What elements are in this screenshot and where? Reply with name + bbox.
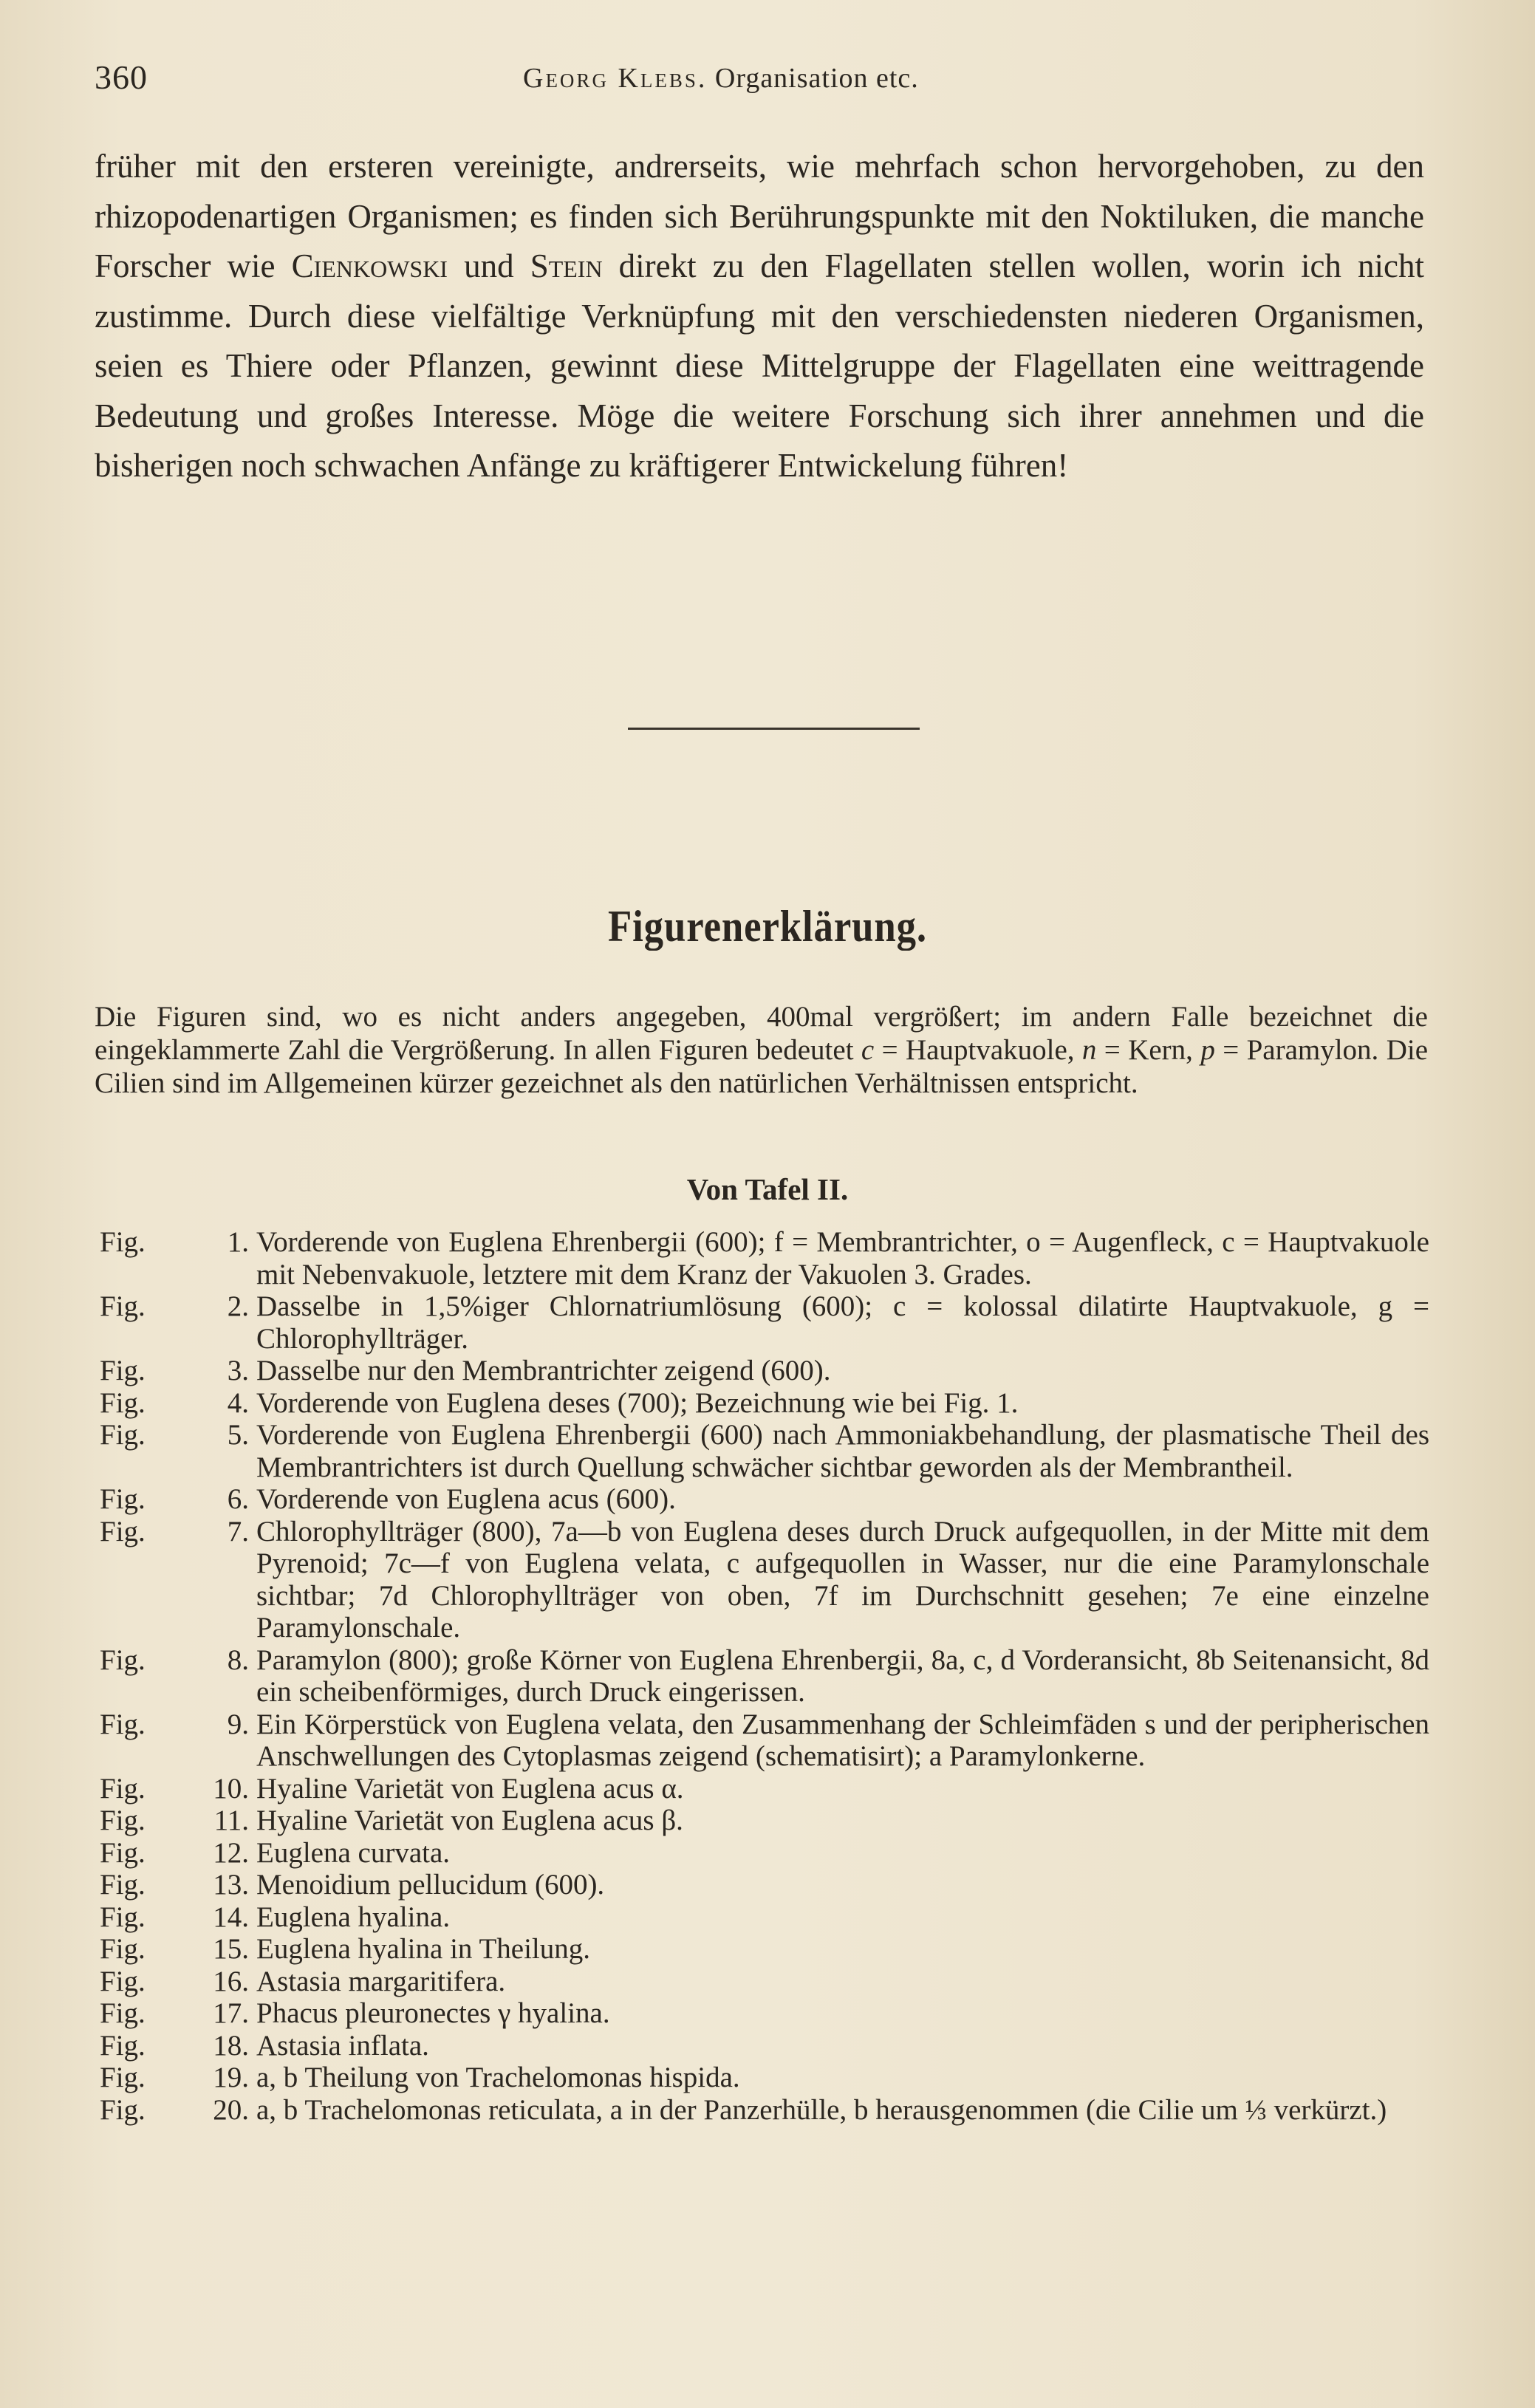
symbol-c: c bbox=[861, 1034, 875, 1066]
figure-label bbox=[100, 1644, 256, 1677]
figure-abbrev: Fig. bbox=[100, 1483, 146, 1515]
figure-abbrev: Fig. bbox=[100, 2093, 146, 2126]
figure-entry bbox=[100, 2062, 1429, 2094]
figure-description: Hyaline Varietät von Euglena acus α. bbox=[256, 1772, 684, 1805]
running-author: Georg Klebs. bbox=[523, 63, 708, 94]
figure-entry bbox=[100, 1226, 1429, 1290]
figure-description: Euglena hyalina in Theilung. bbox=[256, 1933, 591, 1965]
author-name-cienkowski: Cienkowski bbox=[291, 247, 448, 284]
text-run: = Paramylon. Die Cilien sind im Allgemeinen kürzer gezeichnet als den natürlichen Verhältnissen entspricht. bbox=[95, 1034, 1429, 1099]
figure-abbrev: Fig. bbox=[100, 1419, 146, 1451]
figure-label bbox=[100, 1516, 256, 1548]
figure-description: Vorderende von Euglena acus (600). bbox=[256, 1483, 676, 1515]
figure-number: 8. bbox=[227, 1643, 249, 1676]
plate-heading: Von Tafel II. bbox=[686, 1172, 849, 1206]
figure-abbrev: Fig. bbox=[100, 1386, 146, 1419]
figure-label bbox=[100, 1997, 256, 2030]
figure-abbrev: Fig. bbox=[100, 2029, 146, 2062]
figure-entry bbox=[100, 1290, 1429, 1355]
figure-abbrev: Fig. bbox=[100, 1708, 146, 1740]
figure-label bbox=[100, 1837, 256, 1870]
paragraph bbox=[95, 142, 1424, 491]
figure-entry bbox=[100, 1901, 1429, 1934]
figure-entry bbox=[100, 1966, 1429, 1998]
figure-label bbox=[100, 1869, 256, 1901]
figure-entry bbox=[100, 1644, 1429, 1708]
section-divider bbox=[628, 728, 920, 730]
figure-description: Vorderende von Euglena deses (700); Bezeichnung wie bei Fig. 1. bbox=[256, 1386, 1019, 1419]
running-subject: Organisation etc. bbox=[714, 63, 919, 94]
figure-entry bbox=[100, 1933, 1429, 1966]
figure-description: Menoidium pellucidum (600). bbox=[256, 1869, 605, 1901]
figure-entry bbox=[100, 1869, 1429, 1901]
figure-number: 10. bbox=[213, 1772, 249, 1805]
figure-number: 11. bbox=[213, 1805, 249, 1836]
figure-label bbox=[100, 1419, 256, 1451]
figure-number: 3. bbox=[227, 1355, 249, 1386]
figure-explanation-intro bbox=[95, 1000, 1428, 1100]
figure-entry bbox=[100, 1837, 1429, 1870]
figure-number: 14. bbox=[213, 1901, 249, 1933]
figure-abbrev: Fig. bbox=[100, 1805, 146, 1836]
figure-label bbox=[100, 1355, 256, 1387]
figure-label bbox=[100, 1483, 256, 1516]
figure-number: 1. bbox=[227, 1226, 249, 1258]
figure-label bbox=[100, 1226, 256, 1259]
figure-entry bbox=[100, 1419, 1429, 1483]
figure-number: 20. bbox=[213, 2093, 249, 2126]
symbol-n: n bbox=[1081, 1034, 1097, 1066]
closing-paragraph bbox=[95, 142, 1424, 491]
symbol-p: p bbox=[1200, 1034, 1215, 1066]
figure-number: 13. bbox=[213, 1869, 249, 1901]
figure-description: Euglena curvata. bbox=[256, 1836, 451, 1869]
figure-label bbox=[100, 2030, 256, 2062]
author-name-stein: Stein bbox=[530, 247, 603, 284]
text-run: = Hauptvakuole, bbox=[874, 1034, 1082, 1066]
figure-label bbox=[100, 2062, 256, 2094]
figure-number: 18. bbox=[213, 2029, 249, 2062]
figure-abbrev: Fig. bbox=[100, 1901, 146, 1933]
figure-label bbox=[100, 1773, 256, 1805]
text-run: direkt zu den Flagellaten stellen wollen, worin ich nicht zustimme. Durch diese vielfältige Verknüpfung mit den verschiedensten niederen Organismen, seien es Thiere oder Pflanzen, gewinnt diese Mittelgruppe der Flagellaten eine weittragende Bedeutung und großes Interesse. Möge die weitere Forschung sich ihrer annehmen und die bisherigen noch schwachen Anfänge zu kräftigerer Entwickelung führen! bbox=[95, 247, 1424, 484]
figure-label bbox=[100, 1805, 256, 1837]
figure-description: a, b Trachelomonas reticulata, a in der Panzerhülle, b herausgenommen (die Cilie um ⅓ verkürzt.) bbox=[256, 2093, 1387, 2126]
figure-abbrev: Fig. bbox=[100, 1515, 146, 1547]
figure-description: Euglena hyalina. bbox=[256, 1901, 451, 1933]
figure-label bbox=[100, 1387, 256, 1420]
figure-entry bbox=[100, 1997, 1429, 2030]
figure-description: Phacus pleuronectes γ hyalina. bbox=[256, 1997, 610, 2029]
figure-label bbox=[100, 1966, 256, 1998]
text-run: und bbox=[447, 247, 530, 284]
figure-description: Ein Körperstück von Euglena velata, den Zusammenhang der Schleimfäden s und der peripherischen Anschwellungen des Cytoplasmas zeigend (schematisirt); a Paramylonkerne. bbox=[256, 1708, 1429, 1772]
figure-number: 4. bbox=[227, 1386, 249, 1419]
figure-entry bbox=[100, 1387, 1429, 1420]
figure-description: Vorderende von Euglena Ehrenbergii (600) nach Ammoniakbehandlung, der plasmatische Theil des Membrantrichters ist durch Quellung schwächer sichtbar geworden als der Membrantheil. bbox=[256, 1419, 1429, 1483]
figure-number: 12. bbox=[213, 1836, 249, 1869]
figure-abbrev: Fig. bbox=[100, 1355, 146, 1386]
figure-label bbox=[100, 1933, 256, 1966]
figure-entry bbox=[100, 2030, 1429, 2062]
figure-entry bbox=[100, 1483, 1429, 1516]
figure-description: a, b Theilung von Trachelomonas hispida. bbox=[256, 2062, 740, 2093]
figure-number: 17. bbox=[213, 1997, 249, 2029]
figure-abbrev: Fig. bbox=[100, 1643, 146, 1676]
figure-description: Astasia margaritifera. bbox=[256, 1965, 506, 1997]
figure-abbrev: Fig. bbox=[100, 1869, 146, 1901]
figure-description: Dasselbe in 1,5%iger Chlornatriumlösung (600); c = kolossal dilatirte Hauptvakuole, g = Chlorophyllträger. bbox=[256, 1290, 1429, 1355]
figure-abbrev: Fig. bbox=[100, 1965, 146, 1997]
figure-number: 15. bbox=[213, 1933, 249, 1965]
figure-entry bbox=[100, 1805, 1429, 1837]
figure-entry bbox=[100, 2094, 1429, 2127]
figure-abbrev: Fig. bbox=[100, 1226, 146, 1258]
figure-entry bbox=[100, 1516, 1429, 1644]
section-title: Figurenerklärung. bbox=[608, 902, 927, 951]
text-run: Die Figuren sind, wo es nicht anders angegeben, 400mal vergrößert; im andern Falle bezeichnet die eingeklammerte Zahl die Vergrößerung. In allen Figuren bedeutet bbox=[95, 1001, 1428, 1066]
figure-number: 7. bbox=[227, 1515, 249, 1547]
text-run: früher mit den ersteren vereinigte, andrerseits, wie mehrfach schon hervorgehoben, zu den rhizopodenartigen Organismen; es finden sich Berührungspunkte mit den Noktiluken, die manche Forscher wie bbox=[95, 148, 1424, 284]
figure-label bbox=[100, 1708, 256, 1741]
figure-entry bbox=[100, 1355, 1429, 1387]
figure-entry bbox=[100, 1773, 1429, 1805]
figure-abbrev: Fig. bbox=[100, 2062, 146, 2093]
text-run: = Kern, bbox=[1096, 1034, 1201, 1066]
figure-number: 16. bbox=[213, 1965, 249, 1997]
figure-label bbox=[100, 1290, 256, 1323]
figure-description: Astasia inflata. bbox=[256, 2029, 429, 2062]
figure-description: Vorderende von Euglena Ehrenbergii (600); f = Membrantrichter, o = Augenfleck, c = Hauptvakuole mit Nebenvakuole, letztere mit dem Kranz der Vakuolen 3. Grades. bbox=[256, 1226, 1429, 1290]
figure-number: 9. bbox=[227, 1708, 249, 1740]
figure-abbrev: Fig. bbox=[100, 1933, 146, 1965]
figure-number: 2. bbox=[227, 1290, 249, 1322]
figure-description: Chlorophyllträger (800), 7a—b von Euglena deses durch Druck aufgequollen, in der Mitte mit dem Pyrenoid; 7c—f von Euglena velata, c aufgequollen in Wasser, nur die eine Paramylonschale sichtbar; 7d Chlorophyllträger von oben, 7f im Durchschnitt gesehen; 7e eine einzelne Paramylonschale. bbox=[256, 1515, 1429, 1643]
figure-number: 6. bbox=[227, 1483, 249, 1515]
figure-abbrev: Fig. bbox=[100, 1997, 146, 2029]
figure-description: Dasselbe nur den Membrantrichter zeigend (600). bbox=[256, 1355, 831, 1386]
running-title bbox=[523, 62, 919, 95]
figure-abbrev: Fig. bbox=[100, 1290, 146, 1322]
figure-label bbox=[100, 2094, 256, 2127]
figure-description: Paramylon (800); große Körner von Euglena Ehrenbergii, 8a, c, d Vorderansicht, 8b Seitenansicht, 8d ein scheibenförmiges, durch Druck eingerissen. bbox=[256, 1643, 1429, 1708]
figure-list bbox=[100, 1226, 1429, 2126]
figure-abbrev: Fig. bbox=[100, 1836, 146, 1869]
figure-description: Hyaline Varietät von Euglena acus β. bbox=[256, 1805, 683, 1836]
figure-number: 19. bbox=[213, 2062, 249, 2093]
figure-number: 5. bbox=[227, 1419, 249, 1451]
running-header bbox=[95, 58, 1439, 102]
figure-entry bbox=[100, 1708, 1429, 1773]
figure-abbrev: Fig. bbox=[100, 1772, 146, 1805]
figure-label bbox=[100, 1901, 256, 1934]
page-number: 360 bbox=[95, 58, 148, 96]
